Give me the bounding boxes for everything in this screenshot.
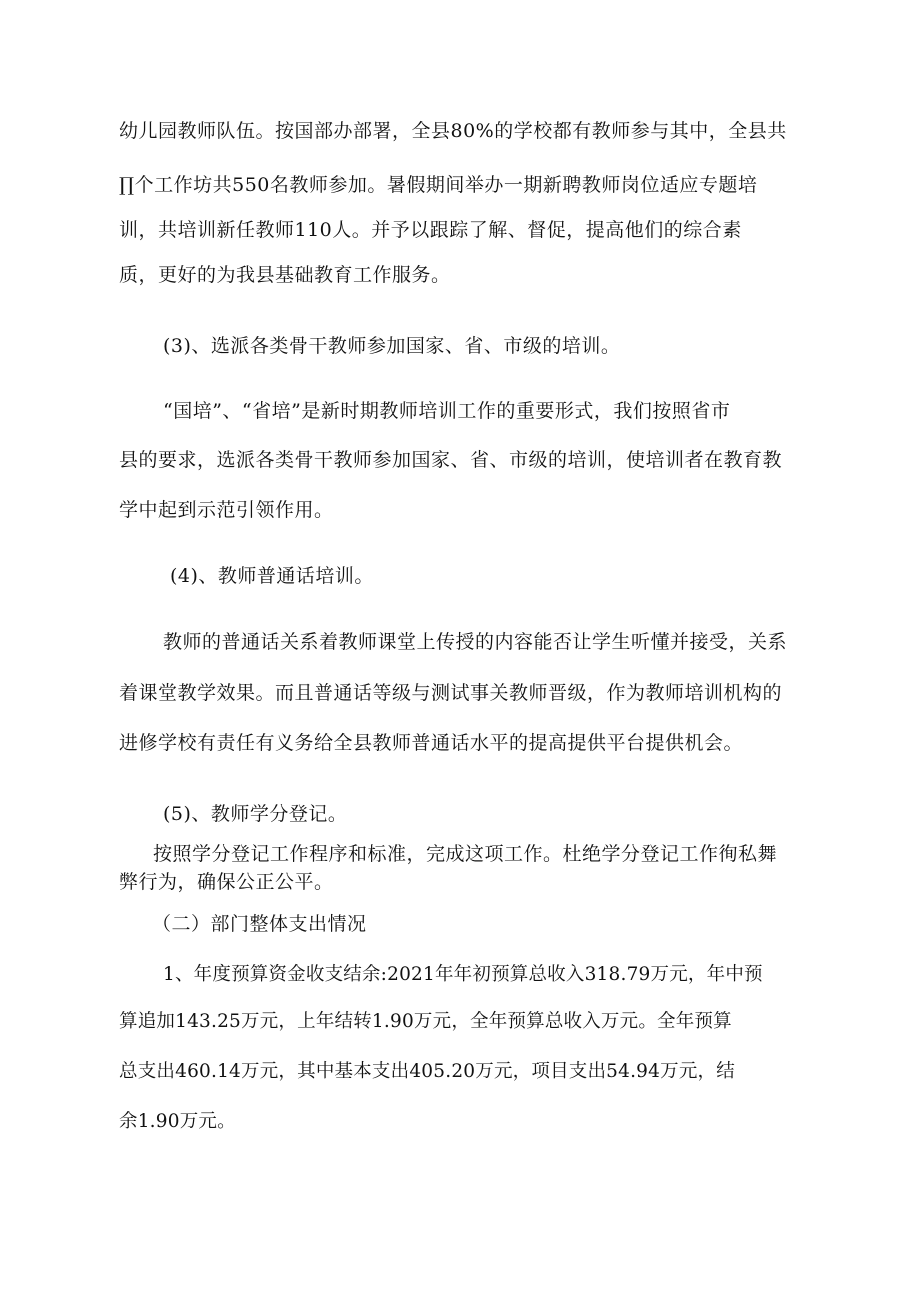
paragraph-line: “国培”、“省培”是新时期教师培训工作的重要形式，我们按照省市 xyxy=(163,400,731,422)
paragraph-line: 学中起到示范引领作用。 xyxy=(119,499,334,521)
paragraph-line: 余1.90万元。 xyxy=(119,1111,236,1132)
paragraph-line: ∏个工作坊共550名教师参加。暑假期间举办一期新聘教师岗位适应专题培 xyxy=(119,174,758,196)
paragraph-line: 幼儿园教师队伍。按国部办部署，全县80%的学校都有教师参与其中，全县共 xyxy=(119,120,787,142)
paragraph-line: 进修学校有责任有义务给全县教师普通话水平的提高提供平台提供机会。 xyxy=(119,732,744,754)
section-heading-5: (5)、教师学分登记。 xyxy=(163,803,348,825)
paragraph-line: 弊行为，确保公正公平。 xyxy=(119,871,334,893)
paragraph-line: 总支出460.14万元，其中基本支出405.20万元，项目支出54.94万元，结 xyxy=(119,1061,735,1082)
paragraph-line: 着课堂教学效果。而且普通话等级与测试事关教师晋级，作为教师培训机构的 xyxy=(119,682,783,704)
section-heading-2: （二）部门整体支出情况 xyxy=(152,913,367,935)
paragraph-line: 训，共培训新任教师110人。并予以跟踪了解、督促，提高他们的综合素 xyxy=(119,219,742,241)
paragraph-line: 县的要求，选派各类骨干教师参加国家、省、市级的培训，使培训者在教育教 xyxy=(119,449,783,471)
section-heading-3: (3)、选派各类骨干教师参加国家、省、市级的培训。 xyxy=(163,335,621,357)
paragraph-line: 按照学分登记工作程序和标准，完成这项工作。杜绝学分登记工作徇私舞 xyxy=(153,843,778,865)
section-heading-4: (4)、教师普通话培训。 xyxy=(170,565,374,587)
paragraph-line: 教师的普通话关系着教师课堂上传授的内容能否让学生听懂并接受，关系 xyxy=(163,631,788,653)
paragraph-line: 1、年度预算资金收支结余:2021年年初预算总收入318.79万元，年中预 xyxy=(163,964,763,985)
paragraph-line: 算追加143.25万元，上年结转1.90万元，全年预算总收入万元。全年预算 xyxy=(119,1011,732,1032)
paragraph-line: 质，更好的为我县基础教育工作服务。 xyxy=(119,264,451,286)
